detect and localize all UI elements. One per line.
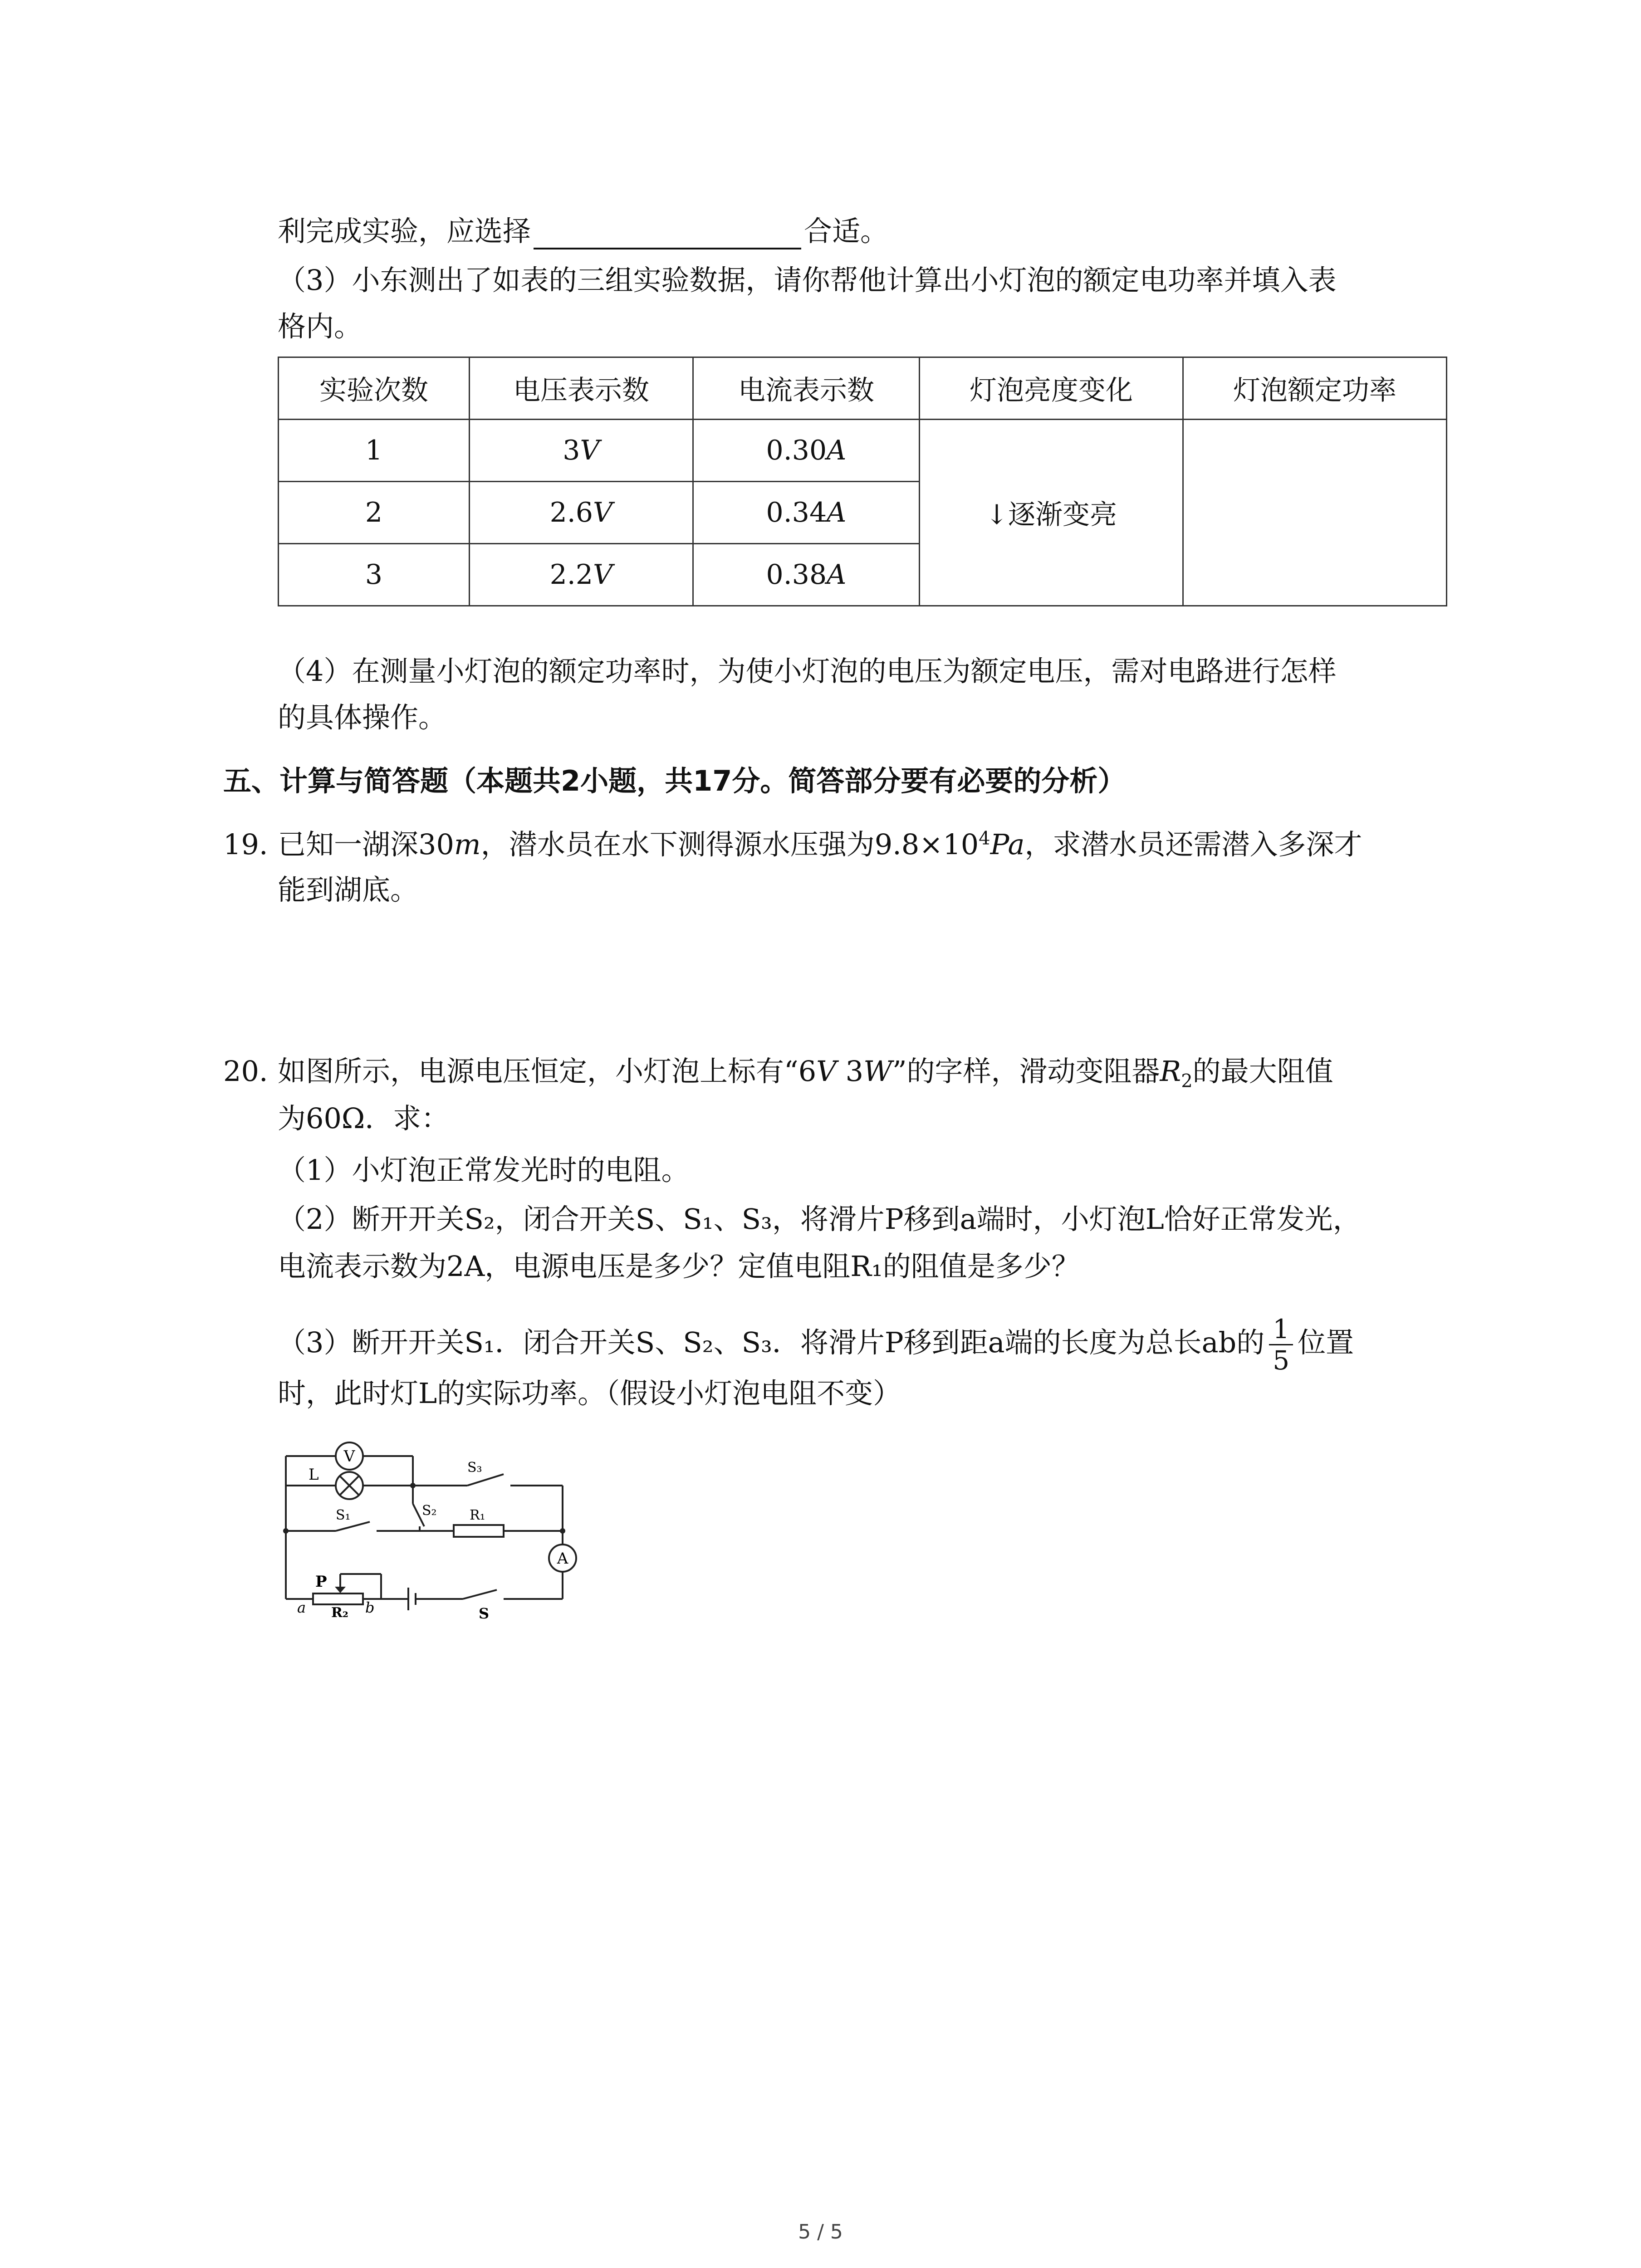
r1-label: R₁ [470,1507,485,1523]
q20-number: 20. [223,1055,268,1088]
table-row [279,420,1447,482]
voltage-cell: 2.6V [470,482,693,544]
q18-line-select [278,213,888,249]
terminal-b-label: b [365,1599,375,1616]
terminal-a-label: a [297,1599,306,1616]
q18-select-text: 利完成实验，应选择 [278,215,531,248]
experiment-table [278,357,1447,606]
current-cell: 0.38A [693,544,920,606]
q20-part2-line2: 电流表示数为2A，电源电压是多少？定值电阻R₁的阻值是多少？ [278,1250,1080,1283]
rated-power-cell[interactable] [1183,420,1447,606]
q20-line2: 为60Ω．求： [278,1102,450,1135]
q18-part4-line2: 的具体操作。 [278,701,447,734]
q20-line1: 如图所示，电源电压恒定，小灯泡上标有“6V 3W”的字样，滑动变阻器$R_2$的最大阻值 [278,1055,1333,1092]
s3-label: S₃ [467,1460,482,1476]
s1-label: S₁ [336,1507,351,1523]
table-header-cell: 电压表示数 [470,357,693,420]
table-header-cell: 实验次数 [279,357,470,420]
voltage-cell: 2.2V [470,544,693,606]
voltage-cell: 3V [470,420,693,482]
answer-blank[interactable] [534,220,801,249]
q19-line2: 能到湖底。 [278,873,419,906]
slider-p-label: P [315,1573,327,1591]
q18-part4-line1: （4）在测量小灯泡的额定功率时，为使小灯泡的电压为额定电压，需对电路进行怎样 [278,655,1337,688]
circuit-diagram [272,1429,599,1619]
lamp-label: L [309,1466,319,1484]
q20-part3-line1: （3）断开开关S₁．闭合开关S、S₂、S₃．将滑片P移到距a端的长度为总长ab的 $\frac{1}{5}$ 位置 [278,1314,1354,1376]
fraction: $\frac{1}{5}$ [1269,1314,1293,1375]
current-cell: 0.34A [693,482,920,544]
table-header-cell: 电流表示数 [693,357,920,420]
s2-label: S₂ [422,1503,437,1519]
trial-number: 1 [279,420,470,482]
table-header-cell: 灯泡额定功率 [1183,357,1447,420]
q18-part3-line1: （3）小东测出了如表的三组实验数据，请你帮他计算出小灯泡的额定电功率并填入表 [278,264,1337,297]
brightness-cell: ↓逐渐变亮 [920,420,1183,606]
voltmeter-label: V [343,1447,355,1466]
table-header-row [279,357,1447,420]
trial-number: 2 [279,482,470,544]
section-title: 五、计算与简答题（本题共2小题，共17分。简答部分要有必要的分析） [223,764,1126,797]
q19-number: 19. [223,828,268,861]
q20-part2-line1: （2）断开开关S₂，闭合开关S、S₁、S₃，将滑片P移到a端时，小灯泡L恰好正常发光， [278,1202,1361,1236]
r2-label: R₂ [331,1605,349,1619]
q20-part3-line2: 时，此时灯L的实际功率。（假设小灯泡电阻不变） [278,1377,901,1410]
q18-select-text-end: 合适。 [804,215,889,248]
q19-line1: 已知一湖深30m，潜水员在水下测得源水压强为$9.8\times 10^4Pa$，求潜水员还需潜入多深才 [278,828,1362,861]
q20-part1: （1）小灯泡正常发光时的电阻。 [278,1154,690,1187]
switch-s-label: S [479,1605,490,1619]
q18-part3-line2: 格内。 [278,310,362,343]
ammeter-label: A [557,1549,568,1568]
page-number: 5 / 5 [798,2220,843,2244]
table-header-cell: 灯泡亮度变化 [920,357,1183,420]
current-cell: 0.30A [693,420,920,482]
trial-number: 3 [279,544,470,606]
